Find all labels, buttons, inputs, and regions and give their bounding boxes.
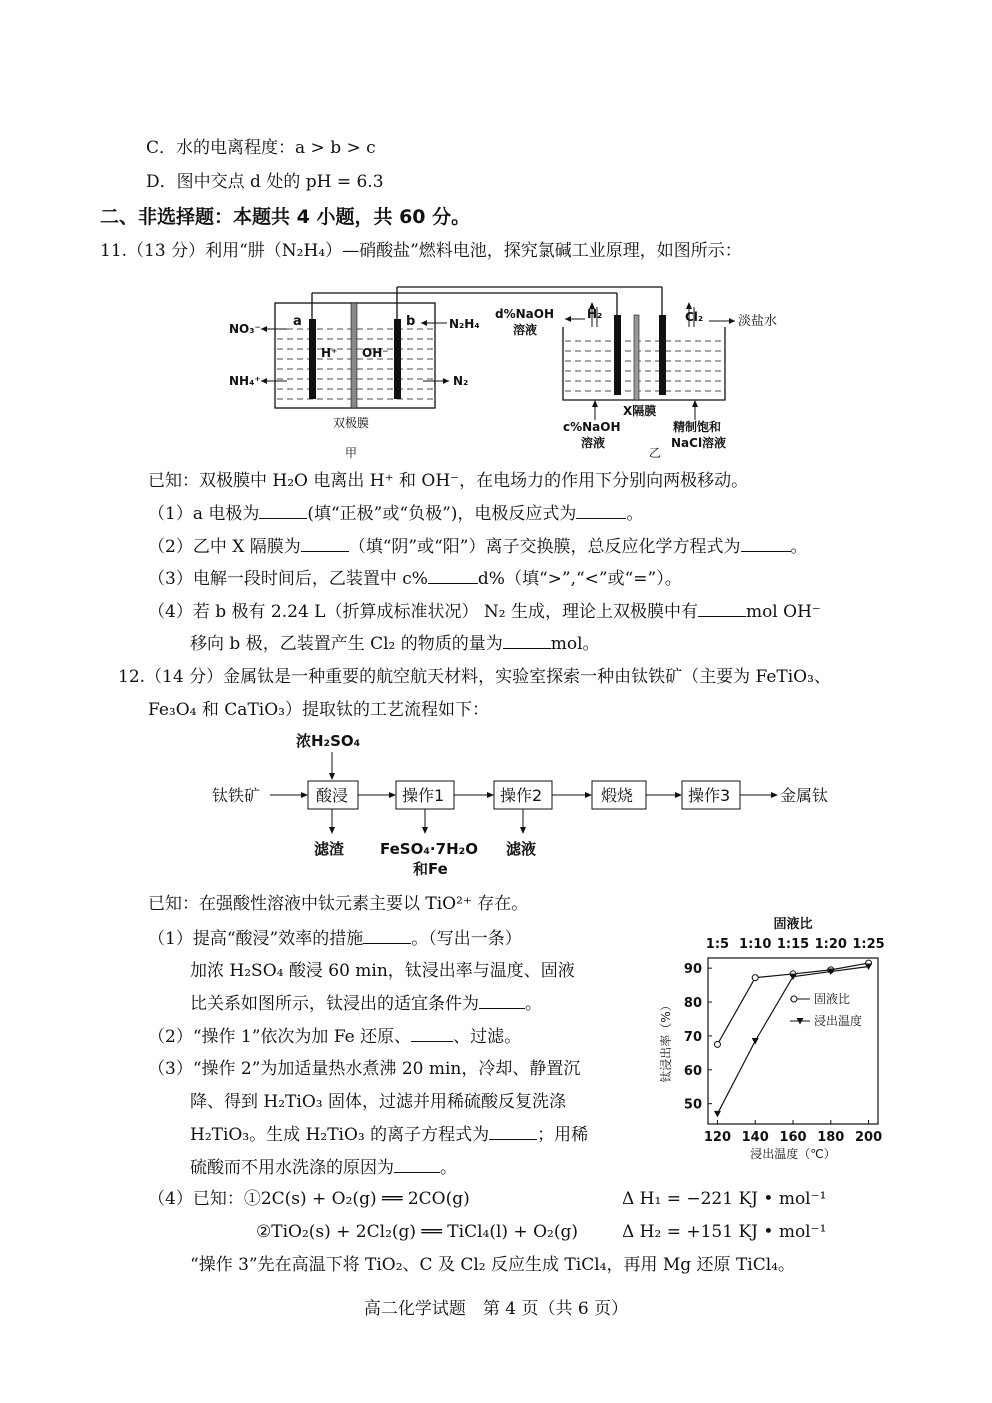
page-footer: 高二化学试题 第 4 页（共 6 页） bbox=[363, 1299, 629, 1319]
option-c: C．水的电离程度：a > b > c bbox=[146, 138, 376, 158]
blank-11-2a[interactable] bbox=[301, 535, 349, 552]
chart-point-triangle bbox=[714, 1111, 721, 1118]
q12-part3-line3: H₂TiO₃。生成 H₂TiO₃ 的离子方程式为 ；用稀 bbox=[190, 1125, 589, 1145]
chart-x-tick-label: 160 bbox=[779, 1130, 807, 1145]
q12-part1-line3: 比关系如图所示，钛浸出的适宜条件为 。 bbox=[190, 994, 542, 1014]
chart-x-tick-label: 180 bbox=[817, 1130, 845, 1145]
q12-part1: （1）提高“酸浸”效率的措施 。（写出一条） bbox=[148, 929, 522, 949]
flow-step-3: 操作2 bbox=[500, 786, 543, 805]
flow-out-2b: 和Fe bbox=[413, 860, 448, 878]
chart-point-circle bbox=[714, 1041, 720, 1047]
blank-12-2[interactable] bbox=[411, 1025, 453, 1042]
q11-part3: （3）电解一段时间后，乙装置中 c% d%（填“>”,“<”或“=”）。 bbox=[148, 569, 682, 589]
x-membrane bbox=[634, 315, 639, 400]
blank-11-1b[interactable] bbox=[576, 502, 626, 519]
q12-heading-1: 12.（14 分）金属钛是一种重要的航空航天材料，实验室探索一种由钛铁矿（主要为 FeTiO₃、 bbox=[118, 667, 831, 687]
q12-part4-eq1: （4）已知：①2C(s) + O₂(g) ══ 2CO(g) bbox=[148, 1189, 470, 1209]
chart-top-tick: 1:25 bbox=[852, 937, 885, 952]
q11-heading: 11.（13 分）利用“肼（N₂H₄）—硝酸盐”燃料电池，探究氯碱工业原理，如图所示： bbox=[100, 241, 742, 261]
label-brine: 淡盐水 bbox=[738, 314, 778, 329]
label-cnaoh-sol: 溶液 bbox=[581, 436, 606, 450]
chart-legend-label: 固液比 bbox=[814, 992, 851, 1006]
blank-11-2b[interactable] bbox=[741, 535, 791, 552]
yi-electrode-cathode bbox=[614, 315, 621, 395]
section-heading: 二、非选择题：本题共 4 小题，共 60 分。 bbox=[100, 206, 471, 228]
label-b: b bbox=[406, 314, 416, 329]
chart-legend-label: 浸出温度 bbox=[814, 1014, 863, 1028]
label-cnaoh: c%NaOH bbox=[563, 420, 621, 434]
q12-part4-dh2: Δ H₂ = +151 KJ • mol⁻¹ bbox=[622, 1222, 827, 1242]
flow-out-2a: FeSO₄·7H₂O bbox=[380, 840, 478, 858]
blank-12-3a[interactable] bbox=[489, 1123, 537, 1140]
chart-point-circle bbox=[752, 975, 758, 981]
q11-part2: （2）乙中 X 隔膜为 （填“阴”或“阳”）离子交换膜，总反应化学方程式为 。 bbox=[148, 537, 808, 557]
blank-12-1b[interactable] bbox=[479, 992, 525, 1009]
flow-step-5: 操作3 bbox=[688, 786, 731, 805]
flow-out-3: 滤液 bbox=[506, 840, 537, 858]
label-dnaoh: d%NaOH bbox=[495, 307, 554, 321]
label-nh4: NH₄⁺ bbox=[229, 374, 261, 388]
q12-heading-2: Fe₃O₄ 和 CaTiO₃）提取钛的工艺流程如下： bbox=[148, 700, 489, 720]
chart-y-tick-label: 60 bbox=[683, 1063, 702, 1079]
bipolar-membrane bbox=[351, 303, 357, 408]
q11-part4-cont: 移向 b 极，乙装置产生 Cl₂ 的物质的量为 mol。 bbox=[190, 634, 600, 654]
yi-electrode-anode bbox=[659, 315, 666, 395]
q12-part4-text: “操作 3”先在高温下将 TiO₂、C 及 Cl₂ 反应生成 TiCl₄，再用 Mg 还原 TiCl₄。 bbox=[190, 1255, 795, 1275]
flow-product: 金属钛 bbox=[780, 786, 829, 805]
q12-part3: （3）“操作 2”为加适量热水煮沸 20 min，冷却、静置沉 bbox=[148, 1059, 581, 1079]
chart-series-line bbox=[717, 966, 868, 1113]
q12-part3-line4: 硫酸而不用水洗涤的原因为 。 bbox=[190, 1158, 457, 1178]
q11-part4: （4）若 b 极有 2.24 L（折算成标准状况） N₂ 生成，理论上双极膜中有 mol OH⁻ bbox=[148, 602, 821, 622]
chart-top-tick: 1:15 bbox=[776, 937, 810, 952]
label-n2h4: N₂H₄ bbox=[449, 317, 480, 331]
chart-top-tick: 1:10 bbox=[739, 937, 772, 952]
label-cl2: Cl₂ bbox=[685, 310, 704, 324]
label-hplus: H⁺ bbox=[321, 346, 338, 360]
q11-part1: （1）a 电极为 (填“正极”或“负极”)，电极反应式为 。 bbox=[148, 504, 644, 524]
chart-y-tick-label: 90 bbox=[683, 962, 702, 978]
q11-apparatus-figure bbox=[225, 285, 785, 465]
blank-11-1a[interactable] bbox=[259, 502, 307, 519]
flow-step-4: 煅烧 bbox=[601, 786, 634, 805]
chart-x-tick-label: 140 bbox=[741, 1130, 769, 1145]
chart-y-axis-label: 钛浸出率（%） bbox=[659, 999, 673, 1083]
q12-part3-line2: 降、得到 H₂TiO₃ 固体，过滤并用稀硫酸反复洗涤 bbox=[190, 1092, 566, 1112]
flow-out-1: 滤渣 bbox=[314, 840, 345, 858]
chart-y-tick-label: 70 bbox=[683, 1029, 702, 1045]
q12-process-flow bbox=[210, 724, 850, 884]
blank-12-3b[interactable] bbox=[394, 1156, 440, 1173]
electrode-a bbox=[309, 319, 316, 399]
q12-part4-eq2: ②TiO₂(s) + 2Cl₂(g) ══ TiCl₄(l) + O₂(g) bbox=[256, 1222, 578, 1242]
q12-part4-dh1: Δ H₁ = −221 KJ • mol⁻¹ bbox=[622, 1189, 827, 1209]
blank-11-4b[interactable] bbox=[503, 632, 551, 649]
label-xmem: X隔膜 bbox=[623, 404, 657, 418]
electrode-b bbox=[394, 319, 401, 399]
label-a: a bbox=[293, 314, 302, 329]
label-h2: H₂ bbox=[587, 307, 603, 321]
chart-top-tick: 1:5 bbox=[705, 937, 730, 952]
chart-y-tick-label: 80 bbox=[683, 996, 702, 1012]
label-jia: 甲 bbox=[345, 446, 358, 460]
blank-11-4a[interactable] bbox=[698, 600, 746, 617]
label-bipolar: 双极膜 bbox=[333, 416, 370, 430]
q12-known: 已知：在强酸性溶液中钛元素主要以 TiO²⁺ 存在。 bbox=[148, 894, 529, 914]
blank-12-1a[interactable] bbox=[363, 927, 411, 944]
chart-title: 固液比 bbox=[773, 917, 813, 932]
q12-part2: （2）“操作 1”依次为加 Fe 还原、 、过滤。 bbox=[148, 1027, 522, 1047]
chart-legend-marker bbox=[791, 996, 797, 1002]
chart-top-tick: 1:20 bbox=[814, 937, 847, 952]
chart-frame bbox=[708, 958, 878, 1124]
chart-y-tick-label: 50 bbox=[683, 1097, 702, 1113]
label-oh: OH⁻ bbox=[362, 346, 389, 360]
option-d: D．图中交点 d 处的 pH = 6.3 bbox=[146, 172, 384, 192]
flow-step-2: 操作1 bbox=[402, 786, 445, 805]
chart-x-tick-label: 200 bbox=[854, 1130, 883, 1145]
flow-acid: 浓H₂SO₄ bbox=[296, 732, 361, 750]
label-yi: 乙 bbox=[649, 446, 662, 460]
chart-x-axis-label: 浸出温度（℃） bbox=[750, 1147, 836, 1161]
q11-known: 已知：双极膜中 H₂O 电离出 H⁺ 和 OH⁻，在电场力的作用下分别向两极移动。 bbox=[148, 471, 749, 491]
label-nacl-sol: NaCl溶液 bbox=[671, 436, 727, 450]
flow-step-1: 酸浸 bbox=[316, 786, 349, 805]
label-n2: N₂ bbox=[453, 374, 469, 388]
label-nacl: 精制饱和 bbox=[673, 420, 722, 434]
q12-part1-line2: 加浓 H₂SO₄ 酸浸 60 min，钛浸出率与温度、固液 bbox=[190, 961, 575, 981]
label-dnaoh-sol: 溶液 bbox=[513, 323, 538, 337]
flow-ore: 钛铁矿 bbox=[212, 786, 261, 805]
chart-x-tick-label: 120 bbox=[703, 1130, 732, 1145]
blank-11-3[interactable] bbox=[428, 567, 478, 584]
chart-point-triangle bbox=[752, 1038, 759, 1045]
leach-rate-chart bbox=[650, 914, 895, 1164]
label-no3: NO₃⁻ bbox=[229, 322, 261, 336]
